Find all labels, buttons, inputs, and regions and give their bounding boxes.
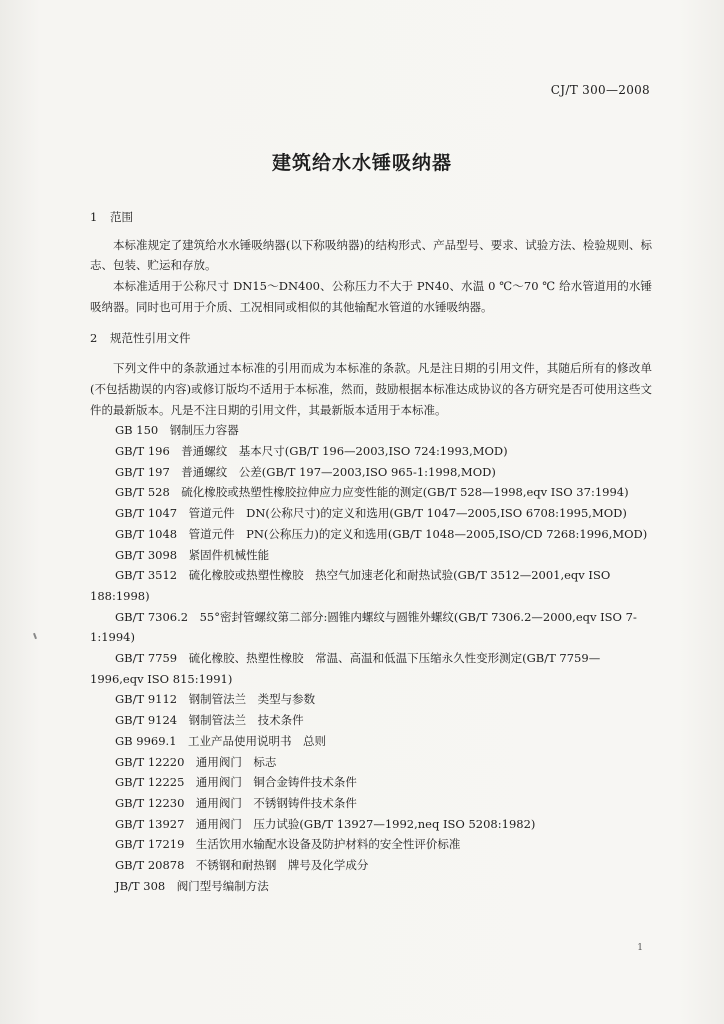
paragraph: 下列文件中的条款通过本标准的引用而成为本标准的条款。凡是注日期的引用文件，其随后所有的修改单(不包括勘误的内容)或修订版均不适用于本标准，然而，鼓励根据本标准达成协议的各方研究是否可使用这些文件的最新版本。凡是不注日期的引用文件，其最新版本适用于本标准。 <box>90 361 652 417</box>
reference-item: GB/T 9112 钢制管法兰 类型与参数 <box>115 692 316 707</box>
reference-item: GB/T 12230 通用阀门 不锈钢铸件技术条件 <box>115 795 357 810</box>
reference-item: GB/T 13927 通用阀门 压力试验(GB/T 13927—1992,neq ISO 5208:1982) <box>115 816 536 831</box>
reference-item: JB/T 308 阀门型号编制方法 <box>115 878 269 893</box>
reference-item: GB/T 197 普通螺纹 公差(GB/T 197—2003,ISO 965-1:1998,MOD) <box>115 464 496 479</box>
section-title: 范围 <box>110 210 133 224</box>
reference-item: GB/T 1047 管道元件 DN(公称尺寸)的定义和选用(GB/T 1047—2005,ISO 6708:1995,MOD) <box>115 506 627 521</box>
reference-item: GB/T 9124 钢制管法兰 技术条件 <box>115 713 304 728</box>
reference-item: GB/T 17219 生活饮用水输配水设备及防护材料的安全性评价标准 <box>115 837 461 852</box>
reference-item: GB/T 7759 硫化橡胶、热塑性橡胶 常温、高温和低温下压缩永久性变形测定(GB/T 7759—1996,eqv ISO 815:1991) <box>90 651 601 686</box>
document-body <box>90 207 652 897</box>
reference-item: GB/T 528 硫化橡胶或热塑性橡胶拉伸应力应变性能的测定(GB/T 528—1998,eqv ISO 37:1994) <box>115 485 629 500</box>
reference-item: GB/T 20878 不锈钢和耐热钢 牌号及化学成分 <box>115 858 369 873</box>
section-2-heading <box>90 328 652 349</box>
reference-item: GB/T 1048 管道元件 PN(公称压力)的定义和选用(GB/T 1048—2005,ISO/CD 7268:1996,MOD) <box>115 526 648 541</box>
document-title: 建筑给水水锤吸纳器 <box>271 152 452 174</box>
section-number: 1 <box>90 210 98 224</box>
reference-item: GB/T 3098 紧固件机械性能 <box>115 547 270 562</box>
section-title: 规范性引用文件 <box>110 330 191 345</box>
reference-item: GB/T 12220 通用阀门 标志 <box>115 754 277 769</box>
scan-speck <box>33 633 37 639</box>
paragraph: 本标准适用于公称尺寸 DN15～DN400、公称压力不大于 PN40、水温 0 ℃～70 ℃ 给水管道用的水锤吸纳器。同时也可用于介质、工况相同或相似的其他输配水管道的水锤吸纳器。 <box>90 279 652 314</box>
reference-item: GB/T 12225 通用阀门 铜合金铸件技术条件 <box>115 775 357 790</box>
reference-item: GB/T 196 普通螺纹 基本尺寸(GB/T 196—2003,ISO 724:1993,MOD) <box>115 444 508 459</box>
reference-item: GB/T 7306.2 55°密封管螺纹第二部分:圆锥内螺纹与圆锥外螺纹(GB/T 7306.2—2000,eqv ISO 7-1:1994) <box>90 609 637 645</box>
section-1-heading <box>90 207 652 228</box>
reference-item: GB 150 钢制压力容器 <box>115 423 239 438</box>
section-number: 2 <box>90 330 98 345</box>
page-number: 1 <box>637 943 643 953</box>
reference-item: GB/T 3512 硫化橡胶或热塑性橡胶 热空气加速老化和耐热试验(GB/T 3512—2001,eqv ISO 188:1998) <box>90 568 611 603</box>
paragraph: 本标准规定了建筑给水水锤吸纳器(以下称吸纳器)的结构形式、产品型号、要求、试验方法、检验规则、标志、包装、贮运和存放。 <box>90 237 652 273</box>
standard-code: CJ/T 300—2008 <box>550 83 650 97</box>
reference-item: GB 9969.1 工业产品使用说明书 总则 <box>115 733 327 748</box>
